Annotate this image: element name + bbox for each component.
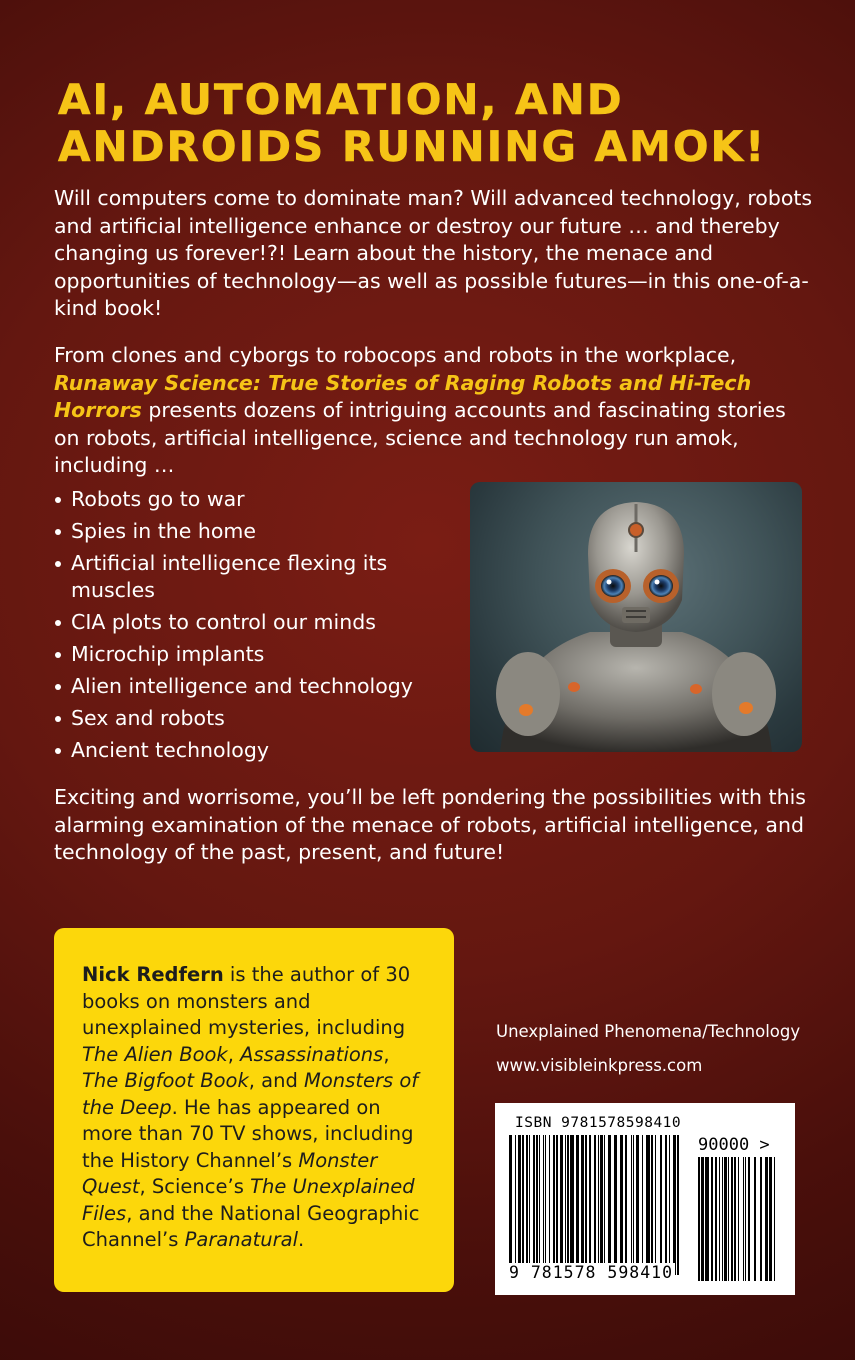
list-item: Ancient technology bbox=[54, 737, 454, 764]
author-name: Nick Redfern bbox=[82, 963, 224, 986]
bullet-icon bbox=[55, 652, 61, 658]
barcode-bars bbox=[509, 1135, 679, 1275]
list-item: Alien intelligence and technology bbox=[54, 673, 454, 700]
price-code: 90000 > bbox=[698, 1135, 770, 1155]
barcode-addon-bars bbox=[698, 1157, 778, 1281]
list-item: Artificial intelligence flexing its muscles bbox=[54, 550, 391, 604]
book-alien: The Alien Book bbox=[82, 1042, 228, 1066]
book-monsters: Monsters of the Deep bbox=[82, 1069, 419, 1119]
bullet-icon bbox=[55, 684, 61, 690]
bullet-icon bbox=[55, 748, 61, 754]
bullet-icon bbox=[55, 497, 61, 503]
robot-image bbox=[470, 482, 802, 752]
list-item: Microchip implants bbox=[54, 641, 454, 668]
topic-list bbox=[54, 486, 454, 769]
book-title: Runaway Science: True Stories of Raging Robots and Hi-Tech Horrors bbox=[54, 370, 752, 422]
bullet-icon bbox=[55, 529, 61, 535]
author-bio-box: Nick Redfern is the author of 30 books on monsters and unexplained mysteries, including The Alien Book, Assassinations, The Bigfoot Book, and Monsters of the Deep. He has appeared on more than 70 TV shows, including the History Channel’s Monster Quest, Science’s The Unexplained Files, and the National Geographic Channel’s Paranatural. bbox=[54, 928, 454, 1292]
list-item: Spies in the home bbox=[54, 518, 454, 545]
barcode bbox=[495, 1103, 795, 1295]
headline-line-1: AI, AUTOMATION, AND bbox=[58, 75, 624, 124]
list-item: Robots go to war bbox=[54, 486, 454, 513]
bullet-icon bbox=[55, 561, 61, 567]
isbn-label: ISBN 9781578598410 bbox=[515, 1115, 682, 1131]
category-label: Unexplained Phenomena/Technology bbox=[496, 1022, 801, 1041]
intro-paragraph: Will computers come to dominate man? Will advanced technology, robots and artificial intelligence enhance or destroy our future … and thereby changing us forever!?! Learn about the history, the menace and opportunities of technology—as well as possible futures—in this one-of-a-kind book! bbox=[54, 186, 813, 320]
show-paranatural: Paranatural bbox=[184, 1228, 298, 1251]
robot-illustration bbox=[470, 482, 802, 752]
publisher-website: www.visibleinkpress.com bbox=[496, 1056, 703, 1075]
book-assassinations: Assassinations bbox=[240, 1042, 384, 1066]
bullet-icon bbox=[55, 716, 61, 722]
barcode-digits: 9 781578 598410 bbox=[509, 1263, 674, 1282]
closing-paragraph: Exciting and worrisome, you’ll be left pondering the possibilities with this alarming examination of the menace of robots, artificial intelligence, and technology of the past, present, and future! bbox=[54, 785, 806, 864]
bullet-icon bbox=[55, 620, 61, 626]
description-rest: presents dozens of intriguing accounts and fascinating stories on robots, artificial intelligence, science and technology run amok, including … bbox=[54, 398, 786, 477]
show-unexplained-files: The Unexplained Files bbox=[82, 1175, 415, 1225]
headline bbox=[58, 76, 818, 170]
description-lead: From clones and cyborgs to robocops and robots in the workplace, bbox=[54, 343, 737, 367]
list-item: CIA plots to control our minds bbox=[54, 609, 454, 636]
description-paragraph bbox=[54, 342, 814, 480]
headline-line-2: ANDROIDS RUNNING AMOK! bbox=[58, 122, 767, 171]
show-monster-quest: Monster Quest bbox=[82, 1148, 378, 1198]
book-bigfoot: The Bigfoot Book bbox=[82, 1069, 249, 1092]
list-item: Sex and robots bbox=[54, 705, 454, 732]
